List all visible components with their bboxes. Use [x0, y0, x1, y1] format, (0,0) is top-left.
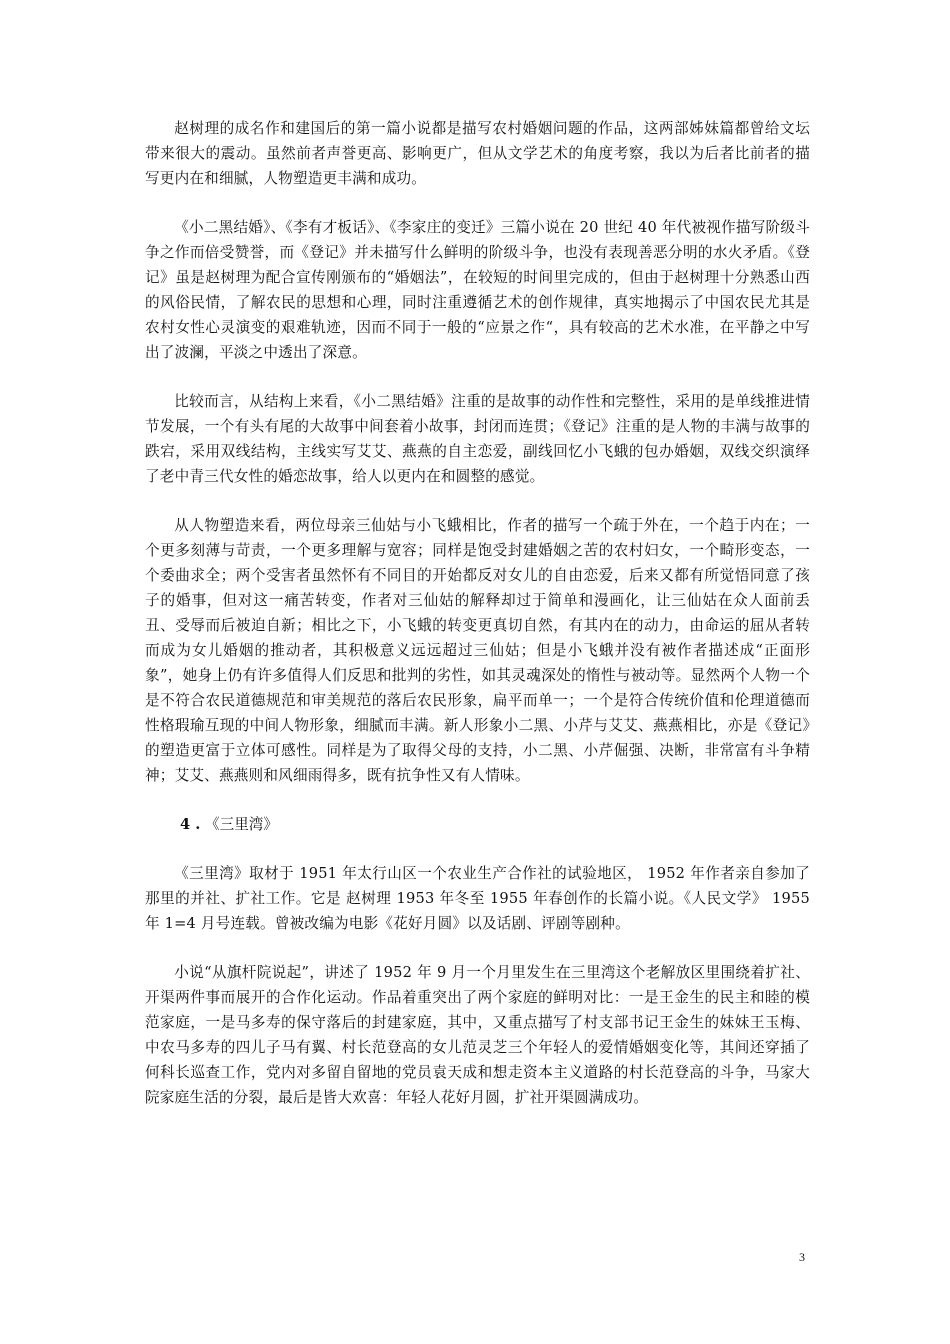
section-heading	[145, 812, 810, 837]
paragraph-2: 《小二黑结婚》、《李有才板话》、《李家庄的变迁》三篇小说在 20 世纪 40 年代被视作描写阶级斗争之作而倍受赞誉，而《登记》并未描写什么鲜明的阶级斗争，也没有表现善恶分明的水火矛盾。《登记》虽是赵树理为配合宣传刚颁布的“婚姻法”，在较短的时间里完成的，但由于赵树理十分熟悉山西的风俗民情，了解农民的思想和心理，同时注重遵循艺术的创作规律，真实地揭示了中国农民尤其是农村女性心灵演变的艰难轨迹，因而不同于一般的“应景之作“，具有较高的艺术水准，在平静之中写出了波澜，平淡之中透出了深意。	[145, 219, 810, 361]
paragraph-1: 赵树理的成名作和建国后的第一篇小说都是描写农村婚姻问题的作品，这两部姊妹篇都曾给文坛带来很大的震动。虽然前者声誉更高、影响更广，但从文学艺术的角度考察，我以为后者比前者的描写更内在和细腻，人物塑造更丰满和成功。	[145, 120, 810, 187]
paragraph-6: 小说“从旗杆院说起”，讲述了 1952 年 9 月一个月里发生在三里湾这个老解放区里围绕着扩社、开渠两件事而展开的合作化运动。作品着重突出了两个家庭的鲜明对比：一是王金生的民主和睦的模范家庭，一是马多寿的保守落后的封建家庭，其中，又重点描写了村支部书记王金生的妹妹王玉梅、中农马多寿的四儿子马有翼、村长范登高的女儿范灵芝三个年轻人的爱情婚姻变化等，其间还穿插了何科长巡查工作，党内对多留自留地的党员袁天成和想走资本主义道路的村长范登高的斗争，马家大院家庭生活的分裂，最后是皆大欢喜：年轻人花好月圆，扩社开渠圆满成功。	[145, 964, 810, 1106]
paragraph-3: 比较而言，从结构上来看，《小二黑结婚》注重的是故事的动作性和完整性，采用的是单线推进情节发展，一个有头有尾的大故事中间套着小故事，封闭而连贯；《登记》注重的是人物的丰满与故事的跌宕，采用双线结构，主线实写艾艾、燕燕的自主恋爱，副线回忆小飞蛾的包办婚姻，双线交织演绎了老中青三代女性的婚恋故事，给人以更内在和圆整的感觉。	[145, 393, 810, 485]
paragraph-4: 从人物塑造来看，两位母亲三仙姑与小飞蛾相比，作者的描写一个疏于外在，一个趋于内在；一个更多刻薄与苛责，一个更多理解与宽容；同样是饱受封建婚姻之苦的农村妇女，一个畸形变态，一个委曲求全；两个受害者虽然怀有不同目的开始都反对女儿的自由恋爱，后来又都有所觉悟同意了孩子的婚事，但对这一痛苦转变，作者对三仙姑的解释却过于简单和漫画化，让三仙姑在众人面前丢丑、受辱而后被迫自新；相比之下，小飞蛾的转变更真切自然，有其内在的动力，由命运的屈从者转而成为女儿婚姻的推动者，其积极意义远远超过三仙姑；但是小飞蛾并没有被作者描述成“正面形象”，她身上仍有许多值得人们反思和批判的劣性，如其灵魂深处的惰性与被动等。显然两个人物一个是不符合农民道德规范和审美规范的落后农民形象，扁平而单一；一个是符合传统价值和伦理道德而性格瑕瑜互现的中间人物形象，细腻而丰满。新人形象小二黑、小芹与艾艾、燕燕相比，亦是《登记》的塑造更富于立体可感性。同样是为了取得父母的支持，小二黑、小芹倔强、决断，非常富有斗争精神；艾艾、燕燕则和风细雨得多，既有抗争性又有人情味。	[145, 517, 810, 784]
paragraph-5: 《三里湾》取材于 1951 年太行山区一个农业生产合作社的试验地区， 1952 年作者亲自参加了那里的并社、扩社工作。它是 赵树理 1953 年冬至 1955 年春创作的长篇小说。《人民文学》 1955 年 1=4 月号连载。曾被改编为电影《花好月圆》以及话剧、评剧等剧种。	[145, 865, 810, 932]
document-body	[145, 116, 810, 1134]
section-title: 《三里湾》	[205, 816, 278, 833]
section-number: 4 .	[180, 816, 201, 833]
page-number: 3	[799, 1250, 805, 1264]
